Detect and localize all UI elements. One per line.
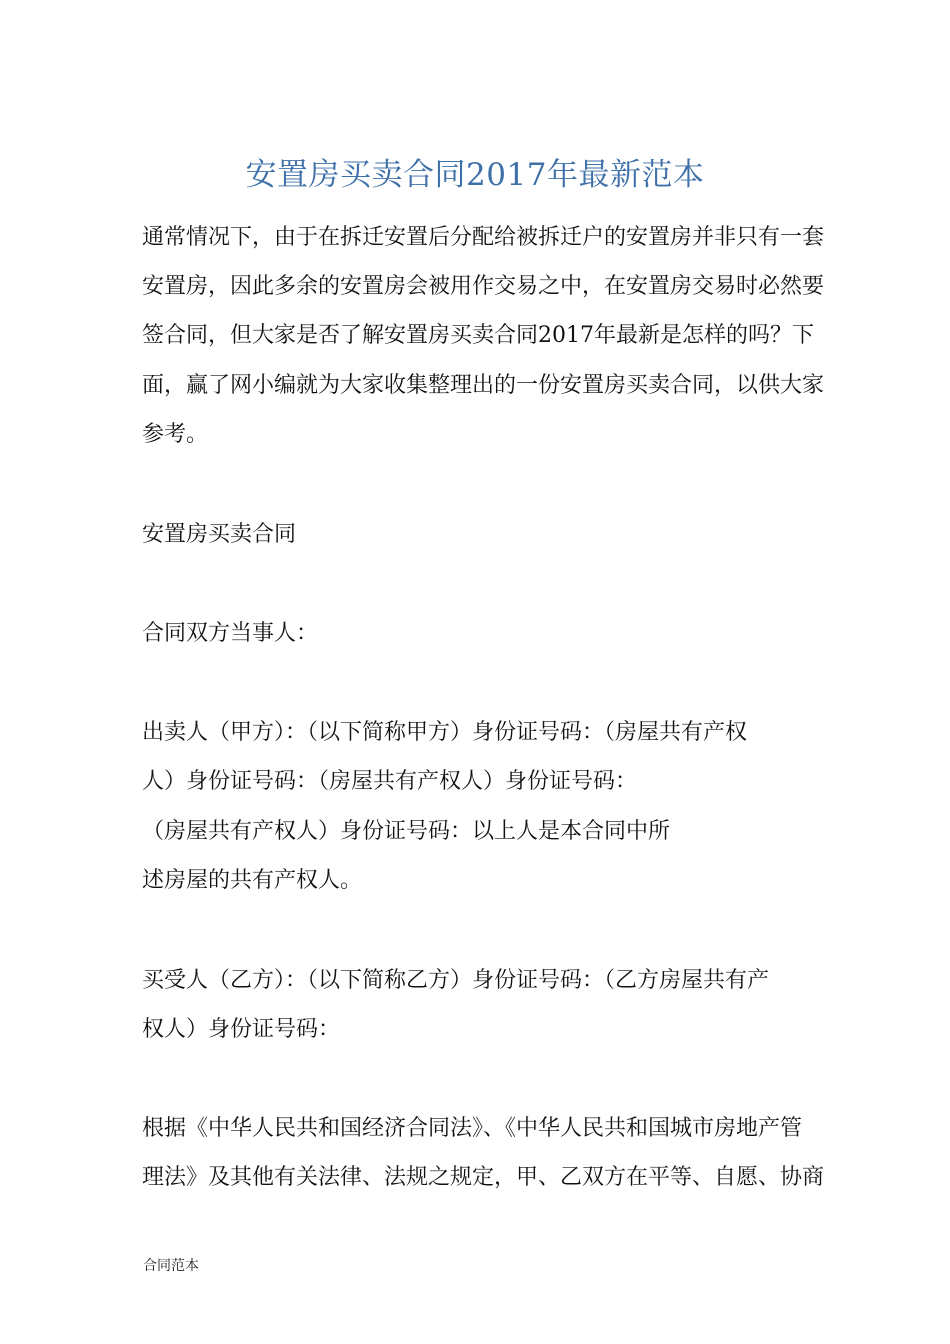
intro-line: 参考。 xyxy=(142,422,209,447)
seller-line: 出卖人（甲方）：（以下简称甲方）身份证号码：（房屋共有产权 xyxy=(142,720,748,745)
buyer-line: 买受人（乙方）：（以下简称乙方）身份证号码：（乙方房屋共有产 xyxy=(142,968,770,993)
seller-line: 述房屋的共有产权人。 xyxy=(142,868,363,893)
seller-line: （房屋共有产权人）身份证号码：以上人是本合同中所 xyxy=(142,819,671,844)
contract-heading: 安置房买卖合同 xyxy=(142,522,297,547)
intro-line: 通常情况下，由于在拆迁安置后分配给被拆迁户的安置房并非只有一套 xyxy=(142,225,825,250)
intro-line: 签合同，但大家是否了解安置房买卖合同2017年最新是怎样的吗？下 xyxy=(142,323,814,348)
basis-line: 根据《中华人民共和国经济合同法》、《中华人民共和国城市房地产管 xyxy=(142,1116,803,1141)
page-footer: 合同范本 xyxy=(143,1258,199,1274)
parties-heading: 合同双方当事人： xyxy=(142,621,319,646)
intro-line: 安置房，因此多余的安置房会被用作交易之中，在安置房交易时必然要 xyxy=(142,274,825,299)
intro-line: 面，赢了网小编就为大家收集整理出的一份安置房买卖合同，以供大家 xyxy=(142,373,825,398)
buyer-line: 权人）身份证号码： xyxy=(142,1017,341,1042)
document-title: 安置房买卖合同2017年最新范本 xyxy=(245,157,705,193)
seller-line: 人）身份证号码：（房屋共有产权人）身份证号码： xyxy=(142,769,638,794)
basis-line: 理法》及其他有关法律、法规之规定，甲、乙双方在平等、自愿、协商 xyxy=(142,1165,825,1190)
